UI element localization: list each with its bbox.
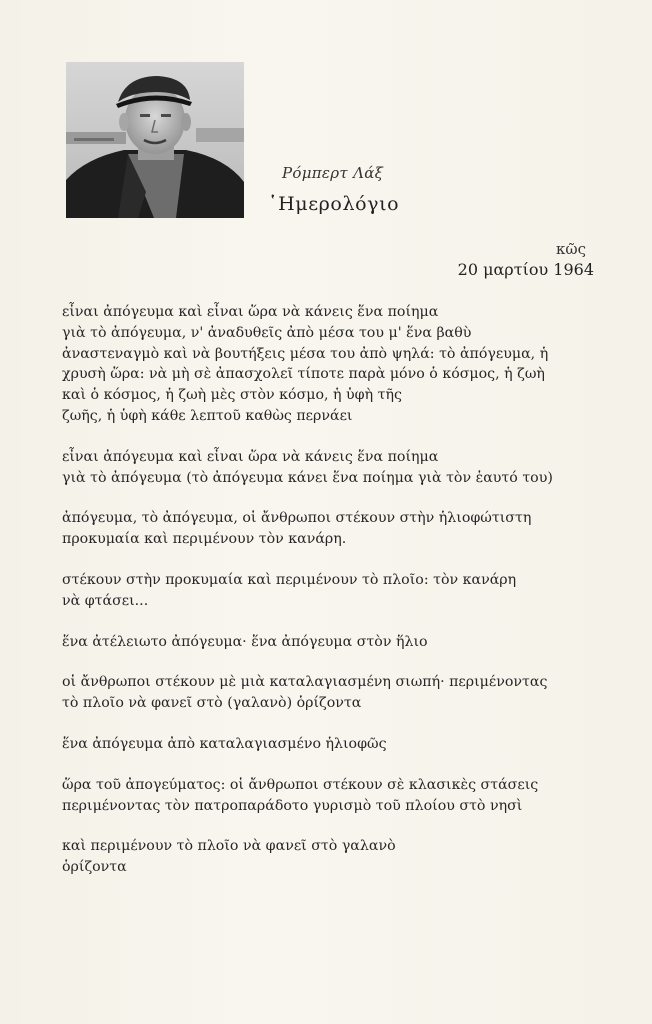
poem-line: καὶ ὁ κόσμος, ἡ ζωὴ μὲς στὸν κόσμο, ἡ ὑφὴ τῆς [62, 387, 402, 404]
stanza [62, 775, 622, 817]
poem-line: ὥρα τοῦ ἀπογεύματος: οἱ ἄνθρωποι στέκουν σὲ κλασικὲς στάσεις [62, 776, 539, 793]
poem-line: οἱ ἄνθρωποι στέκουν μὲ μιὰ καταλαγιασμένη σιωπή· περιμένοντας [62, 674, 548, 691]
poem-line: ἀναστεναγμὸ καὶ νὰ βουτήξεις μέσα του ἀπὸ ψηλά: τὸ ἀπόγευμα, ἡ [62, 345, 549, 362]
stanza [62, 447, 622, 489]
poem-line: ζωῆς, ἡ ὑφὴ κάθε λεπτοῦ καθὼς περνάει [62, 407, 353, 424]
poem-line: ὁρίζοντα [62, 859, 127, 876]
place-heading: κῶς [555, 240, 586, 258]
poem-line: ἕνα ἀπόγευμα ἀπὸ καταλαγιασμένο ἡλιοφῶς [62, 735, 387, 752]
poem-line: γιὰ τὸ ἀπόγευμα (τὸ ἀπόγευμα κάνει ἕνα ποίημα γιὰ τὸν ἑαυτό του) [62, 469, 553, 486]
poem-line: ἀπόγευμα, τὸ ἀπόγευμα, οἱ ἄνθρωποι στέκουν στὴν ἡλιοφώτιστη [62, 510, 532, 527]
stanza [62, 570, 622, 612]
poem-line: γιὰ τὸ ἀπόγευμα, ν' ἀναδυθεῖς ἀπὸ μέσα του μ' ἕνα βαθὺ [62, 324, 472, 341]
poem-line: στέκουν στὴν προκυμαία καὶ περιμένουν τὸ πλοῖο: τὸν κανάρη [62, 571, 517, 588]
stanza [62, 508, 622, 550]
poem-title: ῾Ημερολόγιο [268, 193, 400, 215]
poem-line: προκυμαία καὶ περιμένουν τὸν κανάρη. [62, 531, 347, 548]
poem-line: νὰ φτάσει... [62, 592, 149, 609]
poem-line: καὶ περιμένουν τὸ πλοῖο νὰ φανεῖ στὸ γαλανὸ [62, 838, 396, 855]
poem-body [62, 302, 622, 898]
poem-line: εἶναι ἀπόγευμα καὶ εἶναι ὥρα νὰ κάνεις ἕνα ποίημα [62, 304, 439, 320]
stanza [62, 836, 622, 878]
poem-line: περιμένοντας τὸν πατροπαράδοτο γυρισμὸ τοῦ πλοίου στὸ νησὶ [62, 797, 523, 814]
poem-line: εἶναι ἀπόγευμα καὶ εἶναι ὥρα νὰ κάνεις ἕνα ποίημα [62, 448, 439, 465]
author-photo [66, 62, 244, 218]
stanza [62, 302, 622, 427]
author-name: Ρόμπερτ Λάξ [282, 164, 384, 182]
author-portrait-image [66, 62, 244, 218]
poem-line: χρυσὴ ὥρα: νὰ μὴ σὲ ἀπασχολεῖ τίποτε παρὰ μόνο ὁ κόσμος, ἡ ζωὴ [62, 366, 545, 383]
stanza [62, 734, 622, 755]
poem-line: τὸ πλοῖο νὰ φανεῖ στὸ (γαλανὸ) ὁρίζοντα [62, 695, 362, 712]
stanza [62, 672, 622, 714]
poem-line: ἕνα ἀτέλειωτο ἀπόγευμα· ἕνα ἀπόγευμα στὸν ἥλιο [62, 633, 428, 650]
date-heading: 20 μαρτίου 1964 [457, 260, 594, 279]
stanza [62, 632, 622, 653]
